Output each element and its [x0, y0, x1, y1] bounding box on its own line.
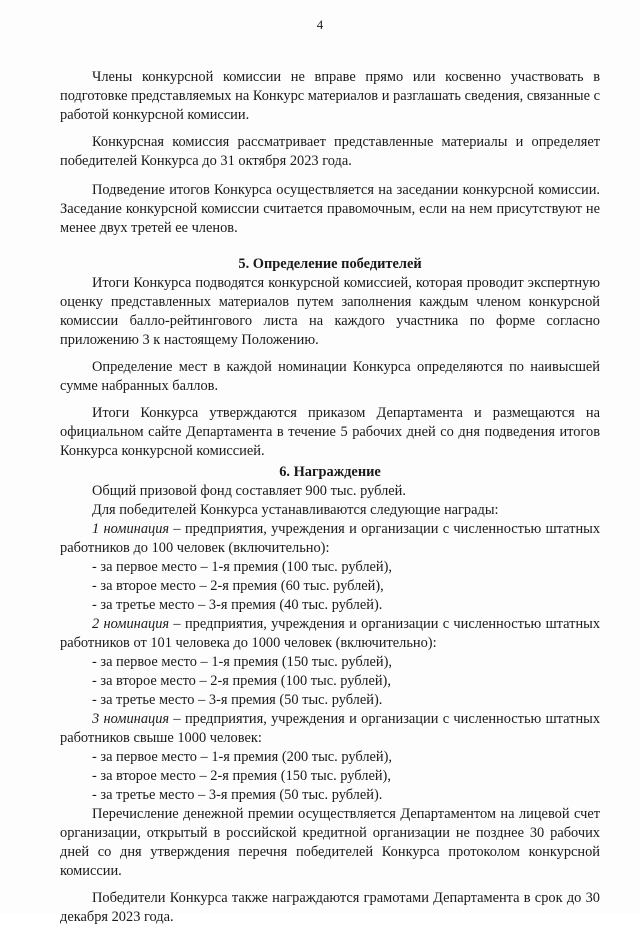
nomination-1-prize-2: - за второе место – 2-я премия (60 тыс. рублей),: [92, 578, 384, 594]
section-5-paragraph-3: Итоги Конкурса утверждаются приказом Департамента и размещаются на официальном сайте Департамента в течение 5 рабочих дней со дня подведения итогов Конкурса конкурсной комиссией.: [60, 405, 600, 459]
intro-paragraph-3: Подведение итогов Конкурса осуществляется на заседании конкурсной комиссии. Заседание конкурсной комиссии считается правомочным, если на нем присутствуют не менее двух третей ее членов.: [60, 182, 600, 236]
nomination-3-description: [60, 710, 600, 748]
nomination-2-prize-3: - за третье место – 3-я премия (50 тыс. рублей).: [92, 692, 383, 708]
intro-paragraph-2: Конкурсная комиссия рассматривает представленные материалы и определяет победителей Конкурса до 31 октября 2023 года.: [60, 134, 600, 169]
nomination-2-description: [60, 615, 600, 653]
section-5-paragraph-1: Итоги Конкурса подводятся конкурсной комиссией, которая проводит экспертную оценку представленных материалов путем заполнения каждым членом конкурсной комиссии балло-рейтингового листа на каждого участника по форме согласно приложению 3 к настоящему Положению.: [60, 275, 600, 348]
document-body: [60, 68, 600, 927]
prize-transfer-paragraph: Перечисление денежной премии осуществляется Департаментом на лицевой счет организации, открытый в российской кредитной организации не позднее 30 рабочих дней со дня утверждения перечня победителей Конкурса протоколом конкурсной комиссии.: [60, 806, 600, 879]
page-number: 4: [316, 17, 324, 32]
nomination-2-text: – предприятия, учреждения и организации с численностью штатных работников от 101 человека до 1000 человек (включительно):: [60, 616, 601, 651]
nomination-3-prize-3: - за третье место – 3-я премия (50 тыс. рублей).: [92, 787, 383, 803]
nomination-1-label: 1 номинация: [92, 521, 170, 537]
nomination-1-text: – предприятия, учреждения и организации с численностью штатных работников до 100 человек (включительно):: [60, 521, 601, 556]
certificates-paragraph: Победители Конкурса также награждаются грамотами Департамента в срок до 30 декабря 2023 года.: [60, 890, 600, 925]
nomination-3-text: – предприятия, учреждения и организации с численностью штатных работников свыше 1000 человек:: [60, 711, 601, 746]
nomination-1-prize-3: - за третье место – 3-я премия (40 тыс. рублей).: [92, 597, 383, 613]
section-6-heading: 6. Награждение: [279, 464, 381, 480]
nomination-2-prize-1: - за первое место – 1-я премия (150 тыс. рублей),: [92, 654, 392, 670]
nomination-2-label: 2 номинация: [92, 616, 170, 632]
prize-fund-text: Общий призовой фонд составляет 900 тыс. рублей.: [92, 483, 406, 499]
nomination-2-prize-2: - за второе место – 2-я премия (100 тыс. рублей),: [92, 673, 391, 689]
section-5-heading: 5. Определение победителей: [238, 256, 422, 272]
nomination-3-label: 3 номинация: [92, 711, 170, 727]
nomination-1-description: [60, 520, 600, 558]
intro-paragraph-1: Члены конкурсной комиссии не вправе прямо или косвенно участвовать в подготовке представляемых на Конкурс материалов и разглашать сведения, связанные с работой конкурсной комиссии.: [60, 69, 600, 123]
nomination-3-prize-1: - за первое место – 1-я премия (200 тыс. рублей),: [92, 749, 392, 765]
nomination-3-prize-2: - за второе место – 2-я премия (150 тыс. рублей),: [92, 768, 391, 784]
awards-intro-text: Для победителей Конкурса устанавливаются следующие награды:: [92, 502, 499, 518]
nomination-1-prize-1: - за первое место – 1-я премия (100 тыс. рублей),: [92, 559, 392, 575]
section-5-paragraph-2: Определение мест в каждой номинации Конкурса определяются по наивысшей сумме набранных баллов.: [60, 359, 600, 394]
